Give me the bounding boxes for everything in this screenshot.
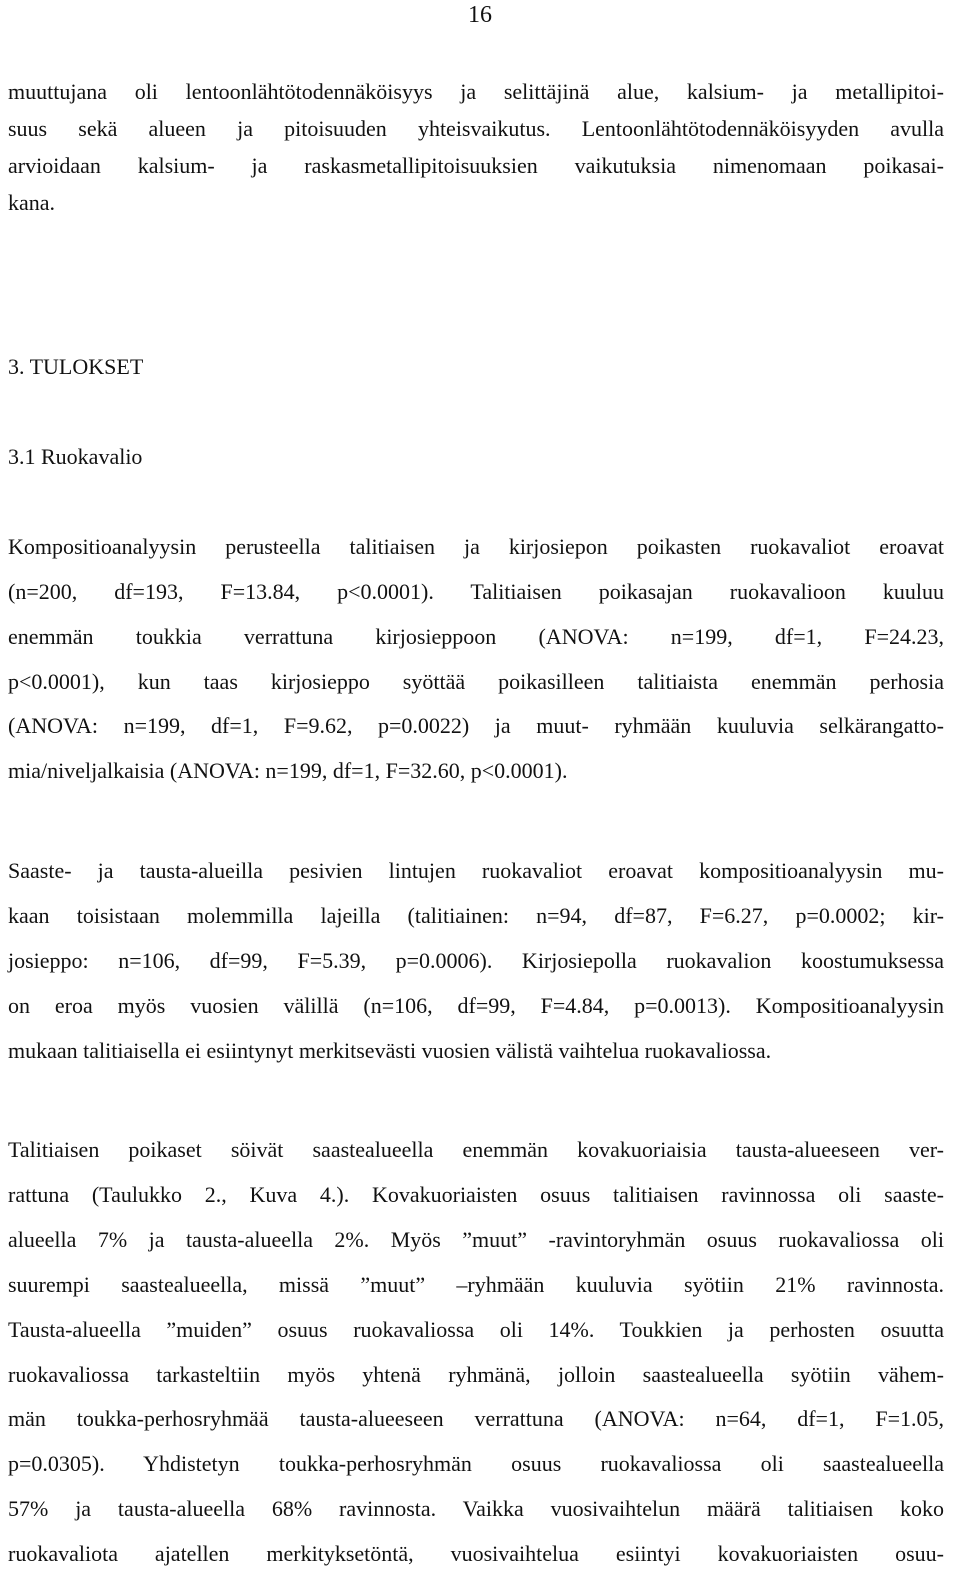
text-line: p<0.0001), kun taas kirjosieppo syöttää poikasilleen talitiaista enemmän perhosia [8, 669, 944, 694]
text-line: rattuna (Taulukko 2., Kuva 4.). Kovakuoriaisten osuus talitiaisen ravinnossa oli saaste- [8, 1182, 944, 1207]
text-line: Kompositioanalyysin perusteella talitiaisen ja kirjosiepon poikasten ruokavaliot eroavat [8, 534, 944, 559]
text-line: kana. [8, 190, 56, 215]
text-line: kaan toisistaan molemmilla lajeilla (talitiainen: n=94, df=87, F=6.27, p=0.0002; kir- [8, 903, 944, 928]
text-line: (ANOVA: n=199, df=1, F=9.62, p=0.0022) ja muut- ryhmään kuuluvia selkärangatto- [8, 713, 944, 738]
section-heading: 3. TULOKSET [8, 354, 144, 379]
text-line: Saaste- ja tausta-alueilla pesivien lintujen ruokavaliot eroavat kompositioanalyysin mu- [8, 858, 944, 883]
subsection-heading: 3.1 Ruokavalio [8, 444, 143, 469]
text-line: mukaan talitiaisella ei esiintynyt merkitsevästi vuosien välistä vaihtelua ruokavaliossa. [8, 1038, 772, 1063]
text-line: muuttujana oli lentoonlähtötodennäköisyys ja selittäjinä alue, kalsium- ja metallipitoi- [8, 79, 944, 104]
text-line: män toukka-perhosryhmää tausta-alueeseen verrattuna (ANOVA: n=64, df=1, F=1.05, [8, 1406, 944, 1431]
text-line: p=0.0305). Yhdistetyn toukka-perhosryhmän osuus ruokavaliossa oli saastealueella [8, 1451, 944, 1476]
text-line: on eroa myös vuosien välillä (n=106, df=99, F=4.84, p=0.0013). Kompositioanalyysin [8, 993, 944, 1018]
text-line: 57% ja tausta-alueella 68% ravinnosta. Vaikka vuosivaihtelun määrä talitiaisen koko [8, 1496, 944, 1521]
text-line: enemmän toukkia verrattuna kirjosieppoon (ANOVA: n=199, df=1, F=24.23, [8, 624, 944, 649]
text-line: ruokavaliossa tarkasteltiin myös yhtenä ryhmänä, jolloin saastealueella syötiin vähem- [8, 1362, 944, 1387]
text-line: suus sekä alueen ja pitoisuuden yhteisvaikutus. Lentoonlähtötodennäköisyyden avulla [8, 116, 944, 141]
text-line: Tausta-alueella ”muiden” osuus ruokavaliossa oli 14%. Toukkien ja perhosten osuutta [8, 1317, 944, 1342]
text-line: arvioidaan kalsium- ja raskasmetallipitoisuuksien vaikutuksia nimenomaan poikasai- [8, 153, 944, 178]
text-line: ruokavaliota ajatellen merkityksetöntä, vuosivaihtelua esiintyi kovakuoriaisten osuu- [8, 1541, 944, 1566]
page-number: 16 [468, 2, 492, 28]
text-line: suurempi saastealueella, missä ”muut” –ryhmään kuuluvia syötiin 21% ravinnosta. [8, 1272, 944, 1297]
text-line: mia/niveljalkaisia (ANOVA: n=199, df=1, F=32.60, p<0.0001). [8, 758, 568, 783]
text-line: (n=200, df=193, F=13.84, p<0.0001). Talitiaisen poikasajan ruokavalioon kuuluu [8, 579, 944, 604]
text-line: alueella 7% ja tausta-alueella 2%. Myös ”muut” -ravintoryhmän osuus ruokavaliossa oli [8, 1227, 944, 1252]
text-line: Talitiaisen poikaset söivät saastealueella enemmän kovakuoriaisia tausta-alueeseen ver- [8, 1137, 944, 1162]
text-line: josieppo: n=106, df=99, F=5.39, p=0.0006). Kirjosiepolla ruokavalion koostumuksessa [8, 948, 944, 973]
